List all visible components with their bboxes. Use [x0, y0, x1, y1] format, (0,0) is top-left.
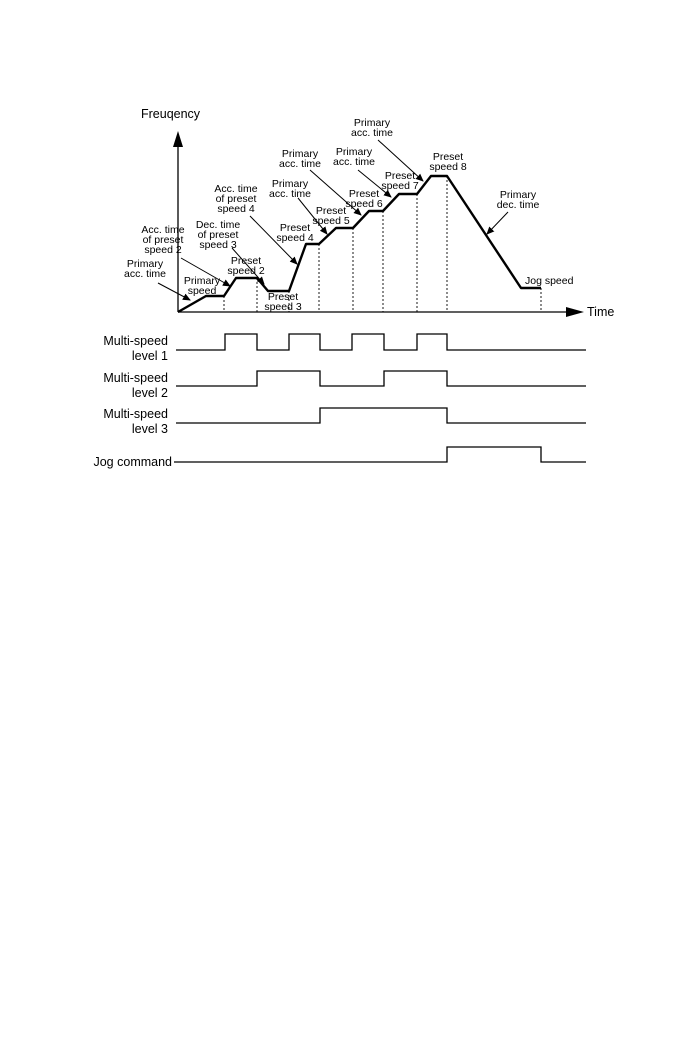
signal-multi-speed-level-3 — [103, 407, 586, 436]
annotation-jog-speed: Jog speed — [525, 275, 574, 287]
annotation-preset-speed-3 — [264, 291, 302, 313]
svg-text:acc. time: acc. time — [332, 156, 376, 168]
y-axis-label: Freuqency — [141, 107, 201, 121]
annotation-primary-dec — [497, 189, 540, 211]
svg-text:Acc. time: Acc. time — [141, 224, 185, 236]
svg-text:dec. time: dec. time — [496, 199, 540, 211]
annotation-primary-acc-3 — [279, 148, 321, 170]
svg-text:speed 7: speed 7 — [381, 180, 419, 192]
svg-text:Multi-speed: Multi-speed — [103, 407, 168, 421]
svg-text:Preset: Preset — [267, 291, 299, 303]
svg-text:Preset: Preset — [432, 151, 464, 163]
signal-jog-command — [93, 447, 586, 469]
svg-text:Dec. time: Dec. time — [195, 219, 241, 231]
signal-multi-speed-level-2 — [103, 371, 586, 400]
x-axis-arrowhead — [566, 307, 584, 317]
annotation-preset-speed-2 — [227, 255, 265, 277]
svg-text:level 3: level 3 — [131, 422, 168, 436]
annotation-preset-speed-4 — [276, 222, 314, 244]
svg-text:level 2: level 2 — [131, 386, 168, 400]
svg-text:Primary: Primary — [126, 258, 164, 270]
svg-text:Multi-speed: Multi-speed — [103, 334, 168, 348]
svg-text:speed 5: speed 5 — [312, 215, 350, 227]
svg-text:Multi-speed: Multi-speed — [103, 371, 168, 385]
svg-text:speed 2: speed 2 — [144, 244, 182, 256]
svg-text:speed 4: speed 4 — [276, 232, 314, 244]
y-axis-arrowhead — [173, 131, 183, 147]
annotation-preset-speed-7 — [381, 170, 419, 192]
svg-text:speed 3: speed 3 — [264, 301, 302, 313]
svg-text:acc. time: acc. time — [350, 127, 394, 139]
svg-text:speed 2: speed 2 — [227, 265, 265, 277]
svg-text:Primary: Primary — [271, 178, 309, 190]
svg-text:of preset: of preset — [197, 229, 239, 241]
annotation-primary-acc-4 — [333, 146, 375, 168]
svg-text:level 1: level 1 — [131, 349, 168, 363]
annotation-acc-time-preset-2 — [141, 224, 184, 256]
svg-text:speed 4: speed 4 — [217, 203, 255, 215]
x-axis-label: Time — [587, 305, 615, 319]
svg-text:of preset: of preset — [215, 193, 257, 205]
svg-text:of preset: of preset — [142, 234, 184, 246]
annotation-dec-time-preset-3 — [196, 219, 241, 251]
svg-text:Primary: Primary — [183, 275, 221, 287]
annotation-primary-speed — [184, 275, 221, 297]
svg-text:Preset: Preset — [230, 255, 262, 267]
annotation-primary-acc-5 — [351, 117, 393, 139]
svg-text:Acc. time: Acc. time — [214, 183, 258, 195]
annotation-preset-speed-8 — [429, 151, 467, 173]
svg-text:Preset: Preset — [315, 205, 347, 217]
annotation-acc-time-preset-4 — [214, 183, 257, 215]
svg-text:Primary: Primary — [353, 117, 391, 129]
svg-text:Preset: Preset — [384, 170, 416, 182]
svg-text:Primary: Primary — [281, 148, 319, 160]
svg-text:Jog command: Jog command — [93, 455, 172, 469]
svg-text:speed 8: speed 8 — [429, 161, 467, 173]
annotation-primary-acc-2 — [269, 178, 311, 200]
svg-text:speed 6: speed 6 — [345, 198, 383, 210]
svg-text:Preset: Preset — [348, 188, 380, 200]
signal-multi-speed-level-1 — [103, 334, 586, 363]
svg-text:speed: speed — [187, 285, 217, 297]
svg-text:speed 3: speed 3 — [199, 239, 237, 251]
svg-text:acc. time: acc. time — [123, 268, 167, 280]
svg-text:Primary: Primary — [335, 146, 373, 158]
svg-text:Primary: Primary — [499, 189, 537, 201]
annotation-preset-speed-6 — [345, 188, 383, 210]
svg-text:acc. time: acc. time — [268, 188, 312, 200]
annotation-preset-speed-5 — [312, 205, 350, 227]
svg-text:acc. time: acc. time — [278, 158, 322, 170]
annotation-primary-acc-1 — [124, 258, 166, 280]
svg-text:Preset: Preset — [279, 222, 311, 234]
